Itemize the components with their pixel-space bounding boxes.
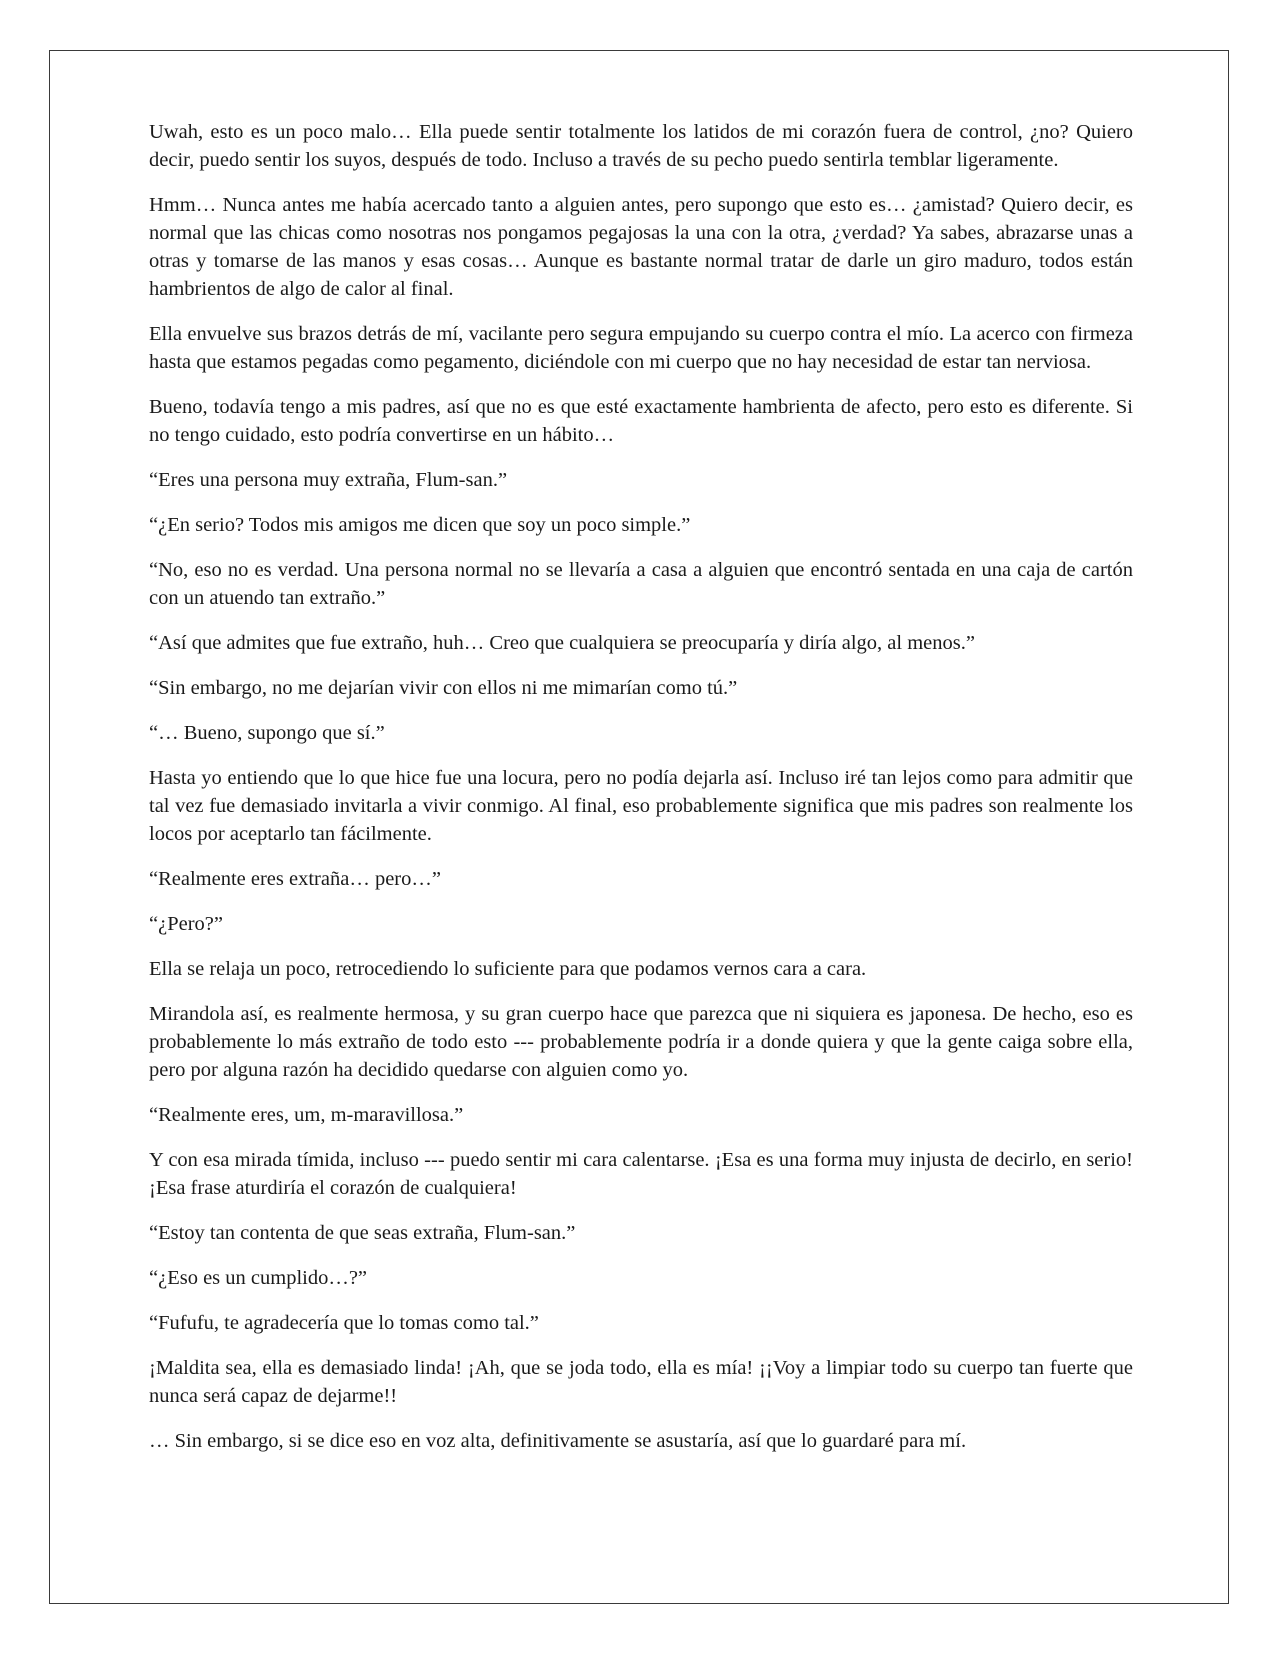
dialogue-line: “Realmente eres extraña… pero…” — [149, 868, 441, 890]
dialogue-line: “¿Pero?” — [149, 913, 223, 935]
paragraph: Ella envuelve sus brazos detrás de mí, vacilante pero segura empujando su cuerpo contra el mío. La acerco con firmeza hasta que estamos pegadas como pegamento, diciéndole con mi cuerpo que no hay necesidad de estar tan nerviosa. — [149, 323, 1133, 373]
dialogue-line: “Estoy tan contenta de que seas extraña, Flum-san.” — [149, 1222, 576, 1244]
paragraph: Bueno, todavía tengo a mis padres, así que no es que esté exactamente hambrienta de afecto, pero esto es diferente. Si no tengo cuidado, esto podría convertirse en un hábito… — [149, 396, 1133, 446]
paragraph: Hasta yo entiendo que lo que hice fue una locura, pero no podía dejarla así. Incluso iré tan lejos como para admitir que tal vez fue demasiado invitarla a vivir conmigo. Al final, eso probablemente significa que mis padres son realmente los locos por aceptarlo tan fácilmente. — [149, 767, 1133, 845]
paragraph: Hmm… Nunca antes me había acercado tanto a alguien antes, pero supongo que esto es… ¿amistad? Quiero decir, es normal que las chicas como nosotras nos pongamos pegajosas la una con la otra, ¿verdad? Ya sabes, abrazarse unas a otras y tomarse de las manos y esas cosas… Aunque es bastante normal tratar de darle un giro maduro, todos están hambrientos de algo de calor al final. — [149, 194, 1133, 300]
paragraph: … Sin embargo, si se dice eso en voz alta, definitivamente se asustaría, así que lo guardaré para mí. — [149, 1430, 967, 1452]
paragraph: Y con esa mirada tímida, incluso --- puedo sentir mi cara calentarse. ¡Esa es una forma muy injusta de decirlo, en serio! ¡Esa frase aturdiría el corazón de cualquiera! — [149, 1149, 1133, 1199]
paragraph: Mirandola así, es realmente hermosa, y su gran cuerpo hace que parezca que ni siquiera es japonesa. De hecho, eso es probablemente lo más extraño de todo esto --- probablemente podría ir a donde quiera y que la gente caiga sobre ella, pero por alguna razón ha decidido quedarse con alguien como yo. — [149, 1003, 1133, 1081]
paragraph: Uwah, esto es un poco malo… Ella puede sentir totalmente los latidos de mi corazón fuera de control, ¿no? Quiero decir, puedo sentir los suyos, después de todo. Incluso a través de su pecho puedo sentirla temblar ligeramente. — [149, 121, 1133, 171]
document-body — [149, 118, 1133, 1472]
paragraph: Ella se relaja un poco, retrocediendo lo suficiente para que podamos vernos cara a cara. — [149, 958, 867, 980]
dialogue-line: “¿En serio? Todos mis amigos me dicen que soy un poco simple.” — [149, 514, 691, 536]
dialogue-line: “Eres una persona muy extraña, Flum-san.” — [149, 469, 508, 491]
dialogue-line: “Sin embargo, no me dejarían vivir con ellos ni me mimarían como tú.” — [149, 677, 738, 699]
dialogue-line: “Realmente eres, um, m-maravillosa.” — [149, 1104, 464, 1126]
dialogue-line: “Fufufu, te agradecería que lo tomas como tal.” — [149, 1312, 539, 1334]
dialogue-line: “… Bueno, supongo que sí.” — [149, 722, 385, 744]
paragraph: ¡Maldita sea, ella es demasiado linda! ¡Ah, que se joda todo, ella es mía! ¡¡Voy a limpiar todo su cuerpo tan fuerte que nunca será capaz de dejarme!! — [149, 1357, 1133, 1407]
dialogue-line: “No, eso no es verdad. Una persona normal no se llevaría a casa a alguien que encontró sentada en una caja de cartón con un atuendo tan extraño.” — [149, 559, 1133, 609]
dialogue-line: “¿Eso es un cumplido…?” — [149, 1267, 368, 1289]
dialogue-line: “Así que admites que fue extraño, huh… Creo que cualquiera se preocuparía y diría algo, al menos.” — [149, 632, 975, 654]
